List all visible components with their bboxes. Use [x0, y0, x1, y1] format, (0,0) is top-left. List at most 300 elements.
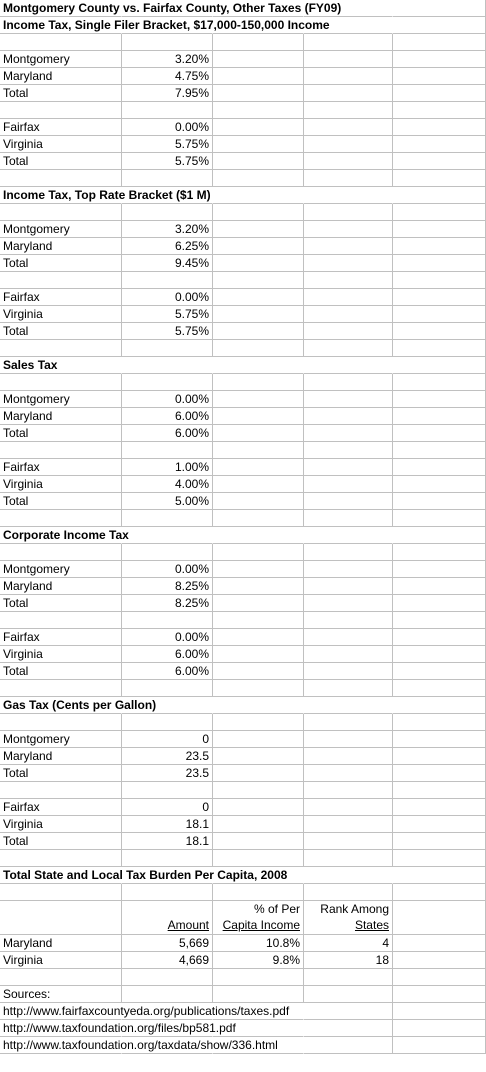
pct-value[interactable]: 9.8% [213, 952, 304, 969]
row-value[interactable]: 18.1 [122, 816, 213, 833]
source-link[interactable]: http://www.taxfoundation.org/files/bp581.pdf [0, 1020, 122, 1037]
sheet-cell[interactable] [393, 102, 486, 119]
sheet-row [0, 629, 486, 646]
sheet-cell[interactable] [213, 425, 304, 442]
sheet-cell[interactable] [393, 442, 486, 459]
sheet-cell[interactable] [213, 544, 304, 561]
sheet-cell[interactable] [0, 969, 122, 986]
sheet-cell[interactable] [304, 969, 393, 986]
row-value[interactable]: 0.00% [122, 391, 213, 408]
sheet-cell[interactable] [393, 17, 486, 34]
sheet-cell[interactable] [213, 816, 304, 833]
row-label[interactable]: Total [0, 765, 122, 782]
sheet-cell[interactable] [0, 340, 122, 357]
sheet-cell[interactable] [122, 612, 213, 629]
sheet-cell[interactable] [213, 255, 304, 272]
sheet-cell[interactable] [304, 544, 393, 561]
sheet-cell[interactable] [393, 629, 486, 646]
row-value[interactable]: 0.00% [122, 561, 213, 578]
row-label[interactable]: Fairfax [0, 289, 122, 306]
sheet-cell[interactable] [213, 340, 304, 357]
sheet-cell[interactable] [213, 442, 304, 459]
sheet-cell[interactable] [304, 561, 393, 578]
sheet-cell[interactable] [304, 731, 393, 748]
sheet-cell[interactable] [122, 884, 213, 901]
sheet-cell[interactable] [122, 986, 213, 1003]
source-link[interactable]: http://www.fairfaxcountyeda.org/publications/taxes.pdf [0, 1003, 122, 1020]
sheet-cell[interactable] [393, 833, 486, 850]
row-label[interactable]: Total [0, 663, 122, 680]
sheet-cell[interactable] [393, 289, 486, 306]
row-value[interactable]: 0.00% [122, 629, 213, 646]
row-value[interactable]: 23.5 [122, 765, 213, 782]
sheet-row [0, 221, 486, 238]
row-label[interactable]: Virginia [0, 952, 122, 969]
sheet-cell[interactable] [0, 272, 122, 289]
sheet-cell[interactable] [304, 459, 393, 476]
sheet-cell[interactable] [393, 901, 486, 935]
sheet-cell[interactable] [304, 1020, 393, 1037]
sheet-cell[interactable] [393, 493, 486, 510]
sheet-cell[interactable] [304, 646, 393, 663]
sheet-cell[interactable] [393, 204, 486, 221]
sheet-cell[interactable] [213, 374, 304, 391]
sheet-cell[interactable] [122, 510, 213, 527]
row-label[interactable]: Maryland [0, 935, 122, 952]
sheet-cell[interactable] [304, 391, 393, 408]
sheet-cell[interactable] [393, 85, 486, 102]
sheet-cell[interactable] [213, 629, 304, 646]
sheet-cell[interactable] [393, 935, 486, 952]
sheet-cell[interactable] [393, 561, 486, 578]
column-header-rank[interactable] [304, 901, 393, 935]
row-value[interactable]: 6.00% [122, 425, 213, 442]
sheet-cell[interactable] [304, 510, 393, 527]
sheet-cell[interactable] [213, 697, 304, 714]
row-value[interactable]: 5.00% [122, 493, 213, 510]
sheet-cell[interactable] [122, 714, 213, 731]
sheet-cell[interactable] [122, 272, 213, 289]
sheet-cell[interactable] [393, 782, 486, 799]
sheet-cell[interactable] [304, 323, 393, 340]
row-value[interactable]: 4.00% [122, 476, 213, 493]
sheet-cell[interactable] [393, 340, 486, 357]
sheet-cell[interactable] [304, 493, 393, 510]
row-value[interactable]: 4.75% [122, 68, 213, 85]
sheet-cell[interactable] [393, 238, 486, 255]
row-label[interactable]: Total [0, 153, 122, 170]
sheet-cell[interactable] [213, 408, 304, 425]
sheet-cell[interactable] [213, 187, 304, 204]
sheet-cell[interactable] [213, 170, 304, 187]
sheet-cell[interactable] [304, 680, 393, 697]
row-label[interactable]: Virginia [0, 136, 122, 153]
sheet-cell[interactable] [0, 442, 122, 459]
sheet-cell[interactable] [213, 34, 304, 51]
sheet-cell[interactable] [213, 51, 304, 68]
source-link[interactable]: http://www.taxfoundation.org/taxdata/show/336.html [0, 1037, 122, 1054]
row-value[interactable]: 5.75% [122, 153, 213, 170]
sheet-cell[interactable] [213, 731, 304, 748]
sheet-cell[interactable] [304, 204, 393, 221]
sheet-cell[interactable] [393, 799, 486, 816]
row-label[interactable]: Total [0, 493, 122, 510]
sheet-cell[interactable] [393, 476, 486, 493]
row-label[interactable]: Virginia [0, 306, 122, 323]
sheet-cell[interactable] [304, 170, 393, 187]
sheet-cell[interactable] [304, 119, 393, 136]
section-heading[interactable]: Sales Tax [0, 357, 122, 374]
sheet-cell[interactable] [393, 408, 486, 425]
sheet-cell[interactable] [393, 170, 486, 187]
sheet-cell[interactable] [304, 612, 393, 629]
sheet-cell[interactable] [213, 833, 304, 850]
sheet-cell[interactable] [122, 680, 213, 697]
sheet-cell[interactable] [122, 527, 213, 544]
sheet-cell[interactable] [393, 1003, 486, 1020]
sheet-cell[interactable] [304, 238, 393, 255]
sheet-cell[interactable] [304, 221, 393, 238]
row-value[interactable]: 8.25% [122, 595, 213, 612]
sheet-cell[interactable] [304, 782, 393, 799]
sheet-cell[interactable] [304, 357, 393, 374]
sheet-cell[interactable] [0, 714, 122, 731]
sheet-cell[interactable] [213, 476, 304, 493]
sheet-cell[interactable] [213, 782, 304, 799]
row-value[interactable]: 9.45% [122, 255, 213, 272]
rank-value[interactable]: 18 [304, 952, 393, 969]
sheet-cell[interactable] [122, 442, 213, 459]
row-label[interactable]: Total [0, 255, 122, 272]
sheet-cell[interactable] [393, 748, 486, 765]
row-value[interactable]: 6.00% [122, 663, 213, 680]
sheet-cell[interactable] [213, 663, 304, 680]
row-label[interactable]: Fairfax [0, 459, 122, 476]
sheet-cell[interactable] [304, 578, 393, 595]
sheet-cell[interactable] [213, 68, 304, 85]
sheet-cell[interactable] [304, 816, 393, 833]
sheet-cell[interactable] [0, 374, 122, 391]
sheet-cell[interactable] [393, 391, 486, 408]
sheet-cell[interactable] [393, 459, 486, 476]
sheet-cell[interactable] [304, 153, 393, 170]
sheet-cell[interactable] [393, 255, 486, 272]
sheet-row [0, 102, 486, 119]
row-value[interactable]: 6.25% [122, 238, 213, 255]
row-value[interactable]: 0 [122, 731, 213, 748]
amount-value[interactable]: 4,669 [122, 952, 213, 969]
section-heading[interactable]: Corporate Income Tax [0, 527, 122, 544]
sheet-cell[interactable] [213, 119, 304, 136]
sources-label[interactable]: Sources: [0, 986, 122, 1003]
pct-header-line1: % of Per [253, 902, 300, 916]
sheet-cell[interactable] [304, 408, 393, 425]
sheet-cell[interactable] [304, 765, 393, 782]
sheet-cell[interactable] [304, 850, 393, 867]
sheet-cell[interactable] [304, 986, 393, 1003]
sheet-cell[interactable] [393, 663, 486, 680]
sheet-cell[interactable] [393, 952, 486, 969]
sheet-cell[interactable] [0, 510, 122, 527]
sheet-cell[interactable] [213, 612, 304, 629]
sheet-cell[interactable] [122, 340, 213, 357]
sheet-cell[interactable] [0, 680, 122, 697]
sheet-cell[interactable] [393, 323, 486, 340]
row-label[interactable]: Virginia [0, 816, 122, 833]
sheet-cell[interactable] [122, 850, 213, 867]
sheet-cell[interactable] [213, 765, 304, 782]
row-label[interactable]: Montgomery [0, 391, 122, 408]
sheet-cell[interactable] [393, 306, 486, 323]
sheet-cell[interactable] [304, 442, 393, 459]
sheet-cell[interactable] [393, 153, 486, 170]
sheet-cell[interactable] [304, 697, 393, 714]
sheet-cell[interactable] [213, 986, 304, 1003]
pct-value[interactable]: 10.8% [213, 935, 304, 952]
sheet-cell[interactable] [304, 85, 393, 102]
sheet-cell[interactable] [304, 663, 393, 680]
row-label[interactable]: Maryland [0, 68, 122, 85]
row-label[interactable]: Montgomery [0, 561, 122, 578]
row-value[interactable]: 5.75% [122, 136, 213, 153]
column-header-pct[interactable] [213, 901, 304, 935]
sheet-cell[interactable] [393, 850, 486, 867]
sheet-cell[interactable] [213, 561, 304, 578]
row-value[interactable]: 5.75% [122, 306, 213, 323]
sheet-cell[interactable] [304, 34, 393, 51]
sheet-cell[interactable] [213, 850, 304, 867]
section-heading[interactable]: Total State and Local Tax Burden Per Capita, 2008 [0, 867, 122, 884]
sheet-cell[interactable] [122, 969, 213, 986]
sheet-cell[interactable] [304, 187, 393, 204]
row-label[interactable]: Montgomery [0, 221, 122, 238]
row-label[interactable]: Total [0, 595, 122, 612]
sheet-cell[interactable] [122, 204, 213, 221]
row-value[interactable]: 18.1 [122, 833, 213, 850]
row-label[interactable]: Maryland [0, 748, 122, 765]
sheet-cell[interactable] [393, 527, 486, 544]
sheet-cell[interactable] [304, 255, 393, 272]
sheet-cell[interactable] [0, 544, 122, 561]
sheet-cell[interactable] [213, 748, 304, 765]
sheet-cell[interactable] [0, 782, 122, 799]
sheet-title[interactable]: Montgomery County vs. Fairfax County, Other Taxes (FY09) [0, 0, 122, 17]
sheet-cell[interactable] [122, 102, 213, 119]
row-label[interactable]: Virginia [0, 476, 122, 493]
sheet-cell[interactable] [213, 680, 304, 697]
sheet-cell[interactable] [304, 595, 393, 612]
sheet-cell[interactable] [0, 204, 122, 221]
sheet-cell[interactable] [393, 595, 486, 612]
sheet-cell[interactable] [213, 493, 304, 510]
row-label[interactable]: Montgomery [0, 51, 122, 68]
sheet-cell[interactable] [304, 527, 393, 544]
sheet-cell[interactable] [393, 816, 486, 833]
sheet-cell[interactable] [393, 986, 486, 1003]
row-label[interactable]: Maryland [0, 578, 122, 595]
sheet-cell[interactable] [0, 901, 122, 935]
sheet-cell[interactable] [122, 374, 213, 391]
row-label[interactable]: Maryland [0, 238, 122, 255]
sheet-cell[interactable] [213, 884, 304, 901]
sheet-cell[interactable] [213, 323, 304, 340]
sheet-cell[interactable] [213, 646, 304, 663]
sheet-cell[interactable] [304, 425, 393, 442]
row-label[interactable]: Total [0, 833, 122, 850]
sheet-cell[interactable] [393, 612, 486, 629]
sheet-cell[interactable] [393, 765, 486, 782]
sheet-cell[interactable] [304, 102, 393, 119]
sheet-cell[interactable] [304, 714, 393, 731]
sheet-cell[interactable] [213, 510, 304, 527]
sheet-cell[interactable] [213, 136, 304, 153]
sheet-cell[interactable] [213, 85, 304, 102]
sheet-cell[interactable] [0, 34, 122, 51]
row-value[interactable]: 23.5 [122, 748, 213, 765]
sheet-cell[interactable] [304, 136, 393, 153]
sheet-cell[interactable] [393, 68, 486, 85]
row-value[interactable]: 3.20% [122, 221, 213, 238]
sheet-cell[interactable] [213, 799, 304, 816]
row-label[interactable]: Montgomery [0, 731, 122, 748]
sheet-cell[interactable] [304, 51, 393, 68]
sheet-cell[interactable] [393, 646, 486, 663]
section-heading[interactable]: Income Tax, Top Rate Bracket ($1 M) [0, 187, 122, 204]
sheet-cell[interactable] [304, 867, 393, 884]
sheet-cell[interactable] [213, 306, 304, 323]
row-value[interactable]: 6.00% [122, 646, 213, 663]
sheet-cell[interactable] [213, 221, 304, 238]
sheet-row [0, 255, 486, 272]
sheet-cell[interactable] [393, 510, 486, 527]
column-header-amount[interactable] [122, 901, 213, 935]
sheet-cell[interactable] [304, 306, 393, 323]
sheet-cell[interactable] [213, 204, 304, 221]
section-heading[interactable]: Gas Tax (Cents per Gallon) [0, 697, 122, 714]
sheet-cell[interactable] [122, 544, 213, 561]
sheet-cell[interactable] [304, 1037, 393, 1054]
sheet-cell[interactable] [393, 34, 486, 51]
sheet-cell[interactable] [122, 357, 213, 374]
sheet-cell[interactable] [122, 782, 213, 799]
rank-value[interactable]: 4 [304, 935, 393, 952]
row-label[interactable]: Total [0, 425, 122, 442]
sheet-cell[interactable] [393, 136, 486, 153]
sheet-cell[interactable] [304, 340, 393, 357]
sheet-cell[interactable] [304, 272, 393, 289]
sheet-row [0, 391, 486, 408]
sheet-cell[interactable] [213, 391, 304, 408]
row-label[interactable]: Virginia [0, 646, 122, 663]
sheet-cell[interactable] [304, 629, 393, 646]
sheet-cell[interactable] [213, 238, 304, 255]
row-label[interactable]: Maryland [0, 408, 122, 425]
sheet-cell[interactable] [393, 0, 486, 17]
sheet-cell[interactable] [213, 289, 304, 306]
sheet-cell[interactable] [393, 731, 486, 748]
sheet-cell[interactable] [213, 578, 304, 595]
sheet-cell[interactable] [393, 884, 486, 901]
sheet-row [0, 969, 486, 986]
sheet-cell[interactable] [213, 595, 304, 612]
sheet-cell[interactable] [213, 153, 304, 170]
row-value[interactable]: 1.00% [122, 459, 213, 476]
sheet-cell[interactable] [213, 102, 304, 119]
sheet-cell[interactable] [393, 374, 486, 391]
row-value[interactable]: 3.20% [122, 51, 213, 68]
row-value[interactable]: 0.00% [122, 119, 213, 136]
sheet-cell[interactable] [393, 187, 486, 204]
sheet-cell[interactable] [393, 1020, 486, 1037]
amount-value[interactable]: 5,669 [122, 935, 213, 952]
sheet-cell[interactable] [304, 799, 393, 816]
row-label[interactable]: Fairfax [0, 629, 122, 646]
sheet-cell[interactable] [393, 119, 486, 136]
sheet-cell[interactable] [393, 867, 486, 884]
sheet-cell[interactable] [213, 969, 304, 986]
sheet-cell[interactable] [393, 969, 486, 986]
sheet-cell[interactable] [393, 272, 486, 289]
sheet-cell[interactable] [304, 476, 393, 493]
sheet-cell[interactable] [393, 544, 486, 561]
sheet-cell[interactable] [304, 289, 393, 306]
sheet-cell[interactable] [0, 102, 122, 119]
sheet-cell[interactable] [213, 459, 304, 476]
sheet-cell[interactable] [122, 170, 213, 187]
sheet-cell[interactable] [393, 680, 486, 697]
sheet-cell[interactable] [304, 68, 393, 85]
sheet-cell[interactable] [122, 34, 213, 51]
sheet-cell[interactable] [304, 374, 393, 391]
sheet-row [0, 238, 486, 255]
sheet-cell[interactable] [304, 884, 393, 901]
row-value[interactable]: 8.25% [122, 578, 213, 595]
sheet-cell[interactable] [0, 850, 122, 867]
sheet-cell[interactable] [213, 714, 304, 731]
row-label[interactable]: Total [0, 323, 122, 340]
sheet-cell[interactable] [0, 612, 122, 629]
sheet-cell[interactable] [393, 221, 486, 238]
sheet-cell[interactable] [393, 51, 486, 68]
row-label[interactable]: Fairfax [0, 799, 122, 816]
sheet-row [0, 833, 486, 850]
row-value[interactable]: 6.00% [122, 408, 213, 425]
row-value[interactable]: 0.00% [122, 289, 213, 306]
row-label[interactable]: Total [0, 85, 122, 102]
sheet-cell[interactable] [0, 170, 122, 187]
sheet-row [0, 595, 486, 612]
sheet-cell[interactable] [304, 748, 393, 765]
sheet-cell[interactable] [213, 527, 304, 544]
sheet-cell[interactable] [213, 272, 304, 289]
sheet-cell[interactable] [393, 357, 486, 374]
sheet-cell[interactable] [393, 425, 486, 442]
sheet-cell[interactable] [393, 697, 486, 714]
sheet-cell[interactable] [304, 1003, 393, 1020]
row-value[interactable]: 5.75% [122, 323, 213, 340]
sheet-cell[interactable] [393, 578, 486, 595]
row-value[interactable]: 0 [122, 799, 213, 816]
sheet-cell[interactable] [213, 357, 304, 374]
row-value[interactable]: 7.95% [122, 85, 213, 102]
sheet-cell[interactable] [393, 714, 486, 731]
sheet-row [0, 799, 486, 816]
sheet-cell[interactable] [304, 833, 393, 850]
row-label[interactable]: Fairfax [0, 119, 122, 136]
sheet-cell[interactable] [0, 884, 122, 901]
sheet-cell[interactable] [393, 1037, 486, 1054]
section-heading[interactable]: Income Tax, Single Filer Bracket, $17,000-150,000 Income [0, 17, 122, 34]
